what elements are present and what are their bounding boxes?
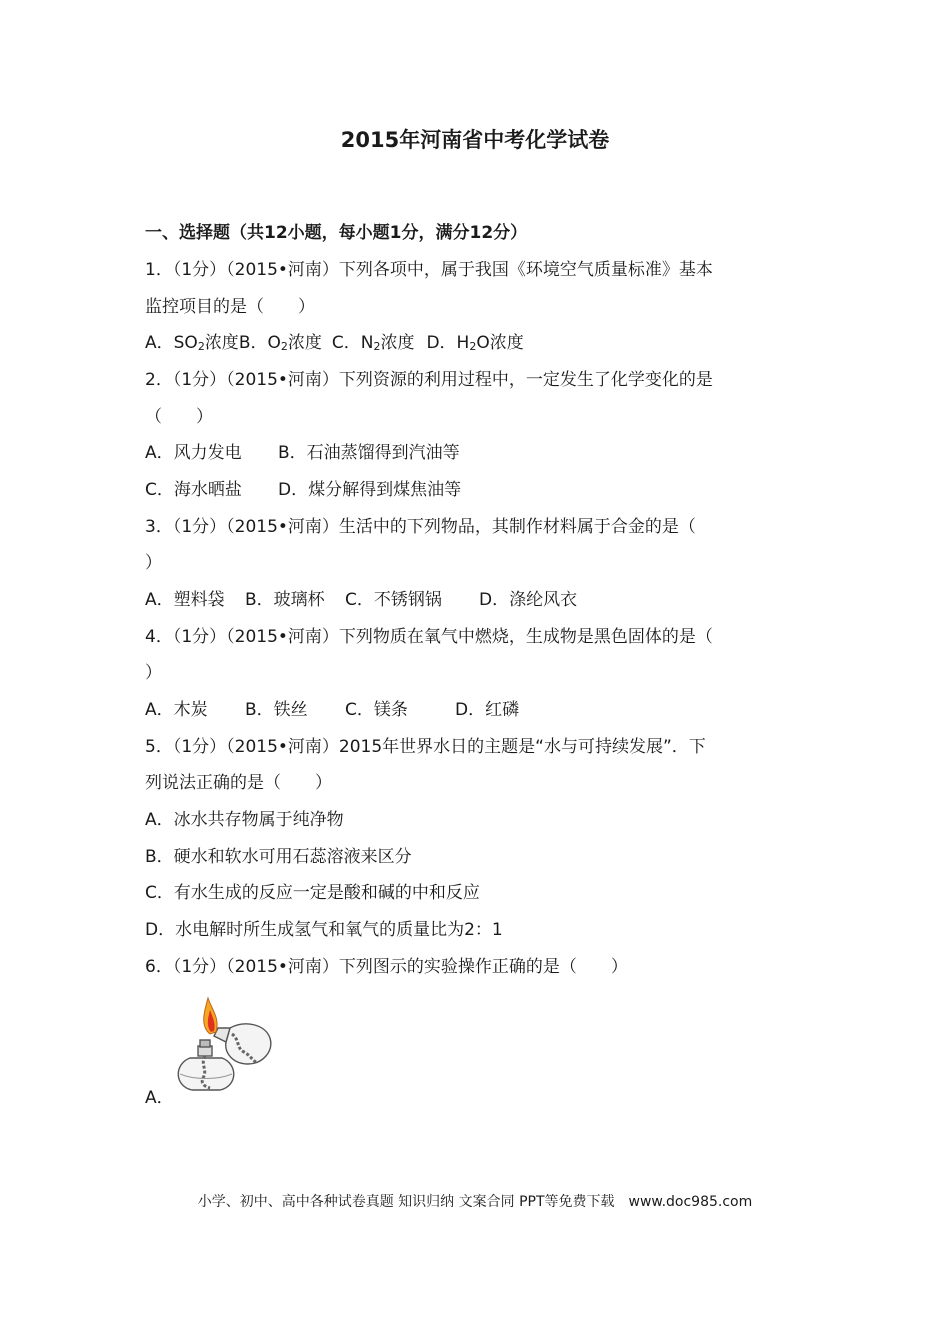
q5-option-b: B．硬水和软水可用石蕊溶液来区分 [145, 847, 412, 867]
section-heading: 一、选择题（共12小题，每小题1分，满分12分） [145, 223, 528, 243]
question-1-line-1: 1．（1分）（2015•河南）下列各项中，属于我国《环境空气质量标准》基本 [145, 260, 713, 280]
question-4-line-1: 4．（1分）（2015•河南）下列物质在氧气中燃烧，生成物是黑色固体的是（ [145, 627, 713, 647]
question-3-line-1: 3．（1分）（2015•河南）生活中的下列物品，其制作材料属于合金的是（ [145, 517, 696, 537]
q4-option-d: D．红磷 [455, 700, 520, 720]
q2-option-a: A．风力发电 [145, 443, 242, 463]
q2-option-c: C．海水晒盐 [145, 480, 242, 500]
q1-option-d: D．$H_2O$浓度 [426, 333, 524, 353]
q5-option-c: C．有水生成的反应一定是酸和碱的中和反应 [145, 883, 480, 903]
question-2-options-ab [145, 438, 460, 463]
q1-option-b: B．$O_2$浓度 [238, 333, 322, 353]
q5-option-a: A．冰水共存物属于纯净物 [145, 810, 344, 830]
q1-option-c: C．$N_2$浓度 [331, 333, 415, 353]
q4-option-b: B．铁丝 [245, 700, 308, 720]
question-2-line-1: 2．（1分）（2015•河南）下列资源的利用过程中，一定发生了化学变化的是 [145, 370, 713, 390]
q4-option-a: A．木炭 [145, 700, 208, 720]
exam-title: 2015年河南省中考化学试卷 [340, 128, 610, 152]
question-2-options-cd [145, 475, 461, 500]
question-4-options [145, 695, 519, 720]
question-4-line-2: ） [145, 663, 162, 683]
q6-option-a: A． [145, 1088, 174, 1108]
question-5-line-2: 列说法正确的是（ ） [145, 773, 332, 793]
q3-option-a: A．塑料袋 [145, 590, 225, 610]
q3-option-d: D．涤纶风衣 [479, 590, 578, 610]
q3-option-c: C．不锈钢锅 [345, 590, 442, 610]
question-1-options [145, 328, 524, 353]
question-1-line-2: 监控项目的是（ ） [145, 297, 315, 317]
q1-option-a: A．$SO_2$浓度 [145, 333, 239, 353]
question-5-line-1: 5．（1分）（2015•河南）2015年世界水日的主题是“水与可持续发展”．下 [145, 737, 706, 757]
question-6-line-1: 6．（1分）（2015•河南）下列图示的实验操作正确的是（ ） [145, 957, 628, 977]
page-footer: 小学、初中、高中各种试卷真题 知识归纳 文案合同 PPT等免费下载 www.doc985.com [197, 1194, 753, 1210]
q4-option-c: C．镁条 [345, 700, 408, 720]
q5-option-d: D．水电解时所生成氢气和氧气的质量比为2：1 [145, 920, 503, 940]
question-2-line-2: （ ） [145, 407, 213, 427]
alcohol-lamp-illustration [170, 990, 280, 1100]
question-3-options [145, 585, 577, 610]
q2-option-d: D．煤分解得到煤焦油等 [278, 480, 462, 500]
question-3-line-2: ） [145, 553, 162, 573]
q3-option-b: B．玻璃杯 [245, 590, 325, 610]
q2-option-b: B．石油蒸馏得到汽油等 [278, 443, 460, 463]
